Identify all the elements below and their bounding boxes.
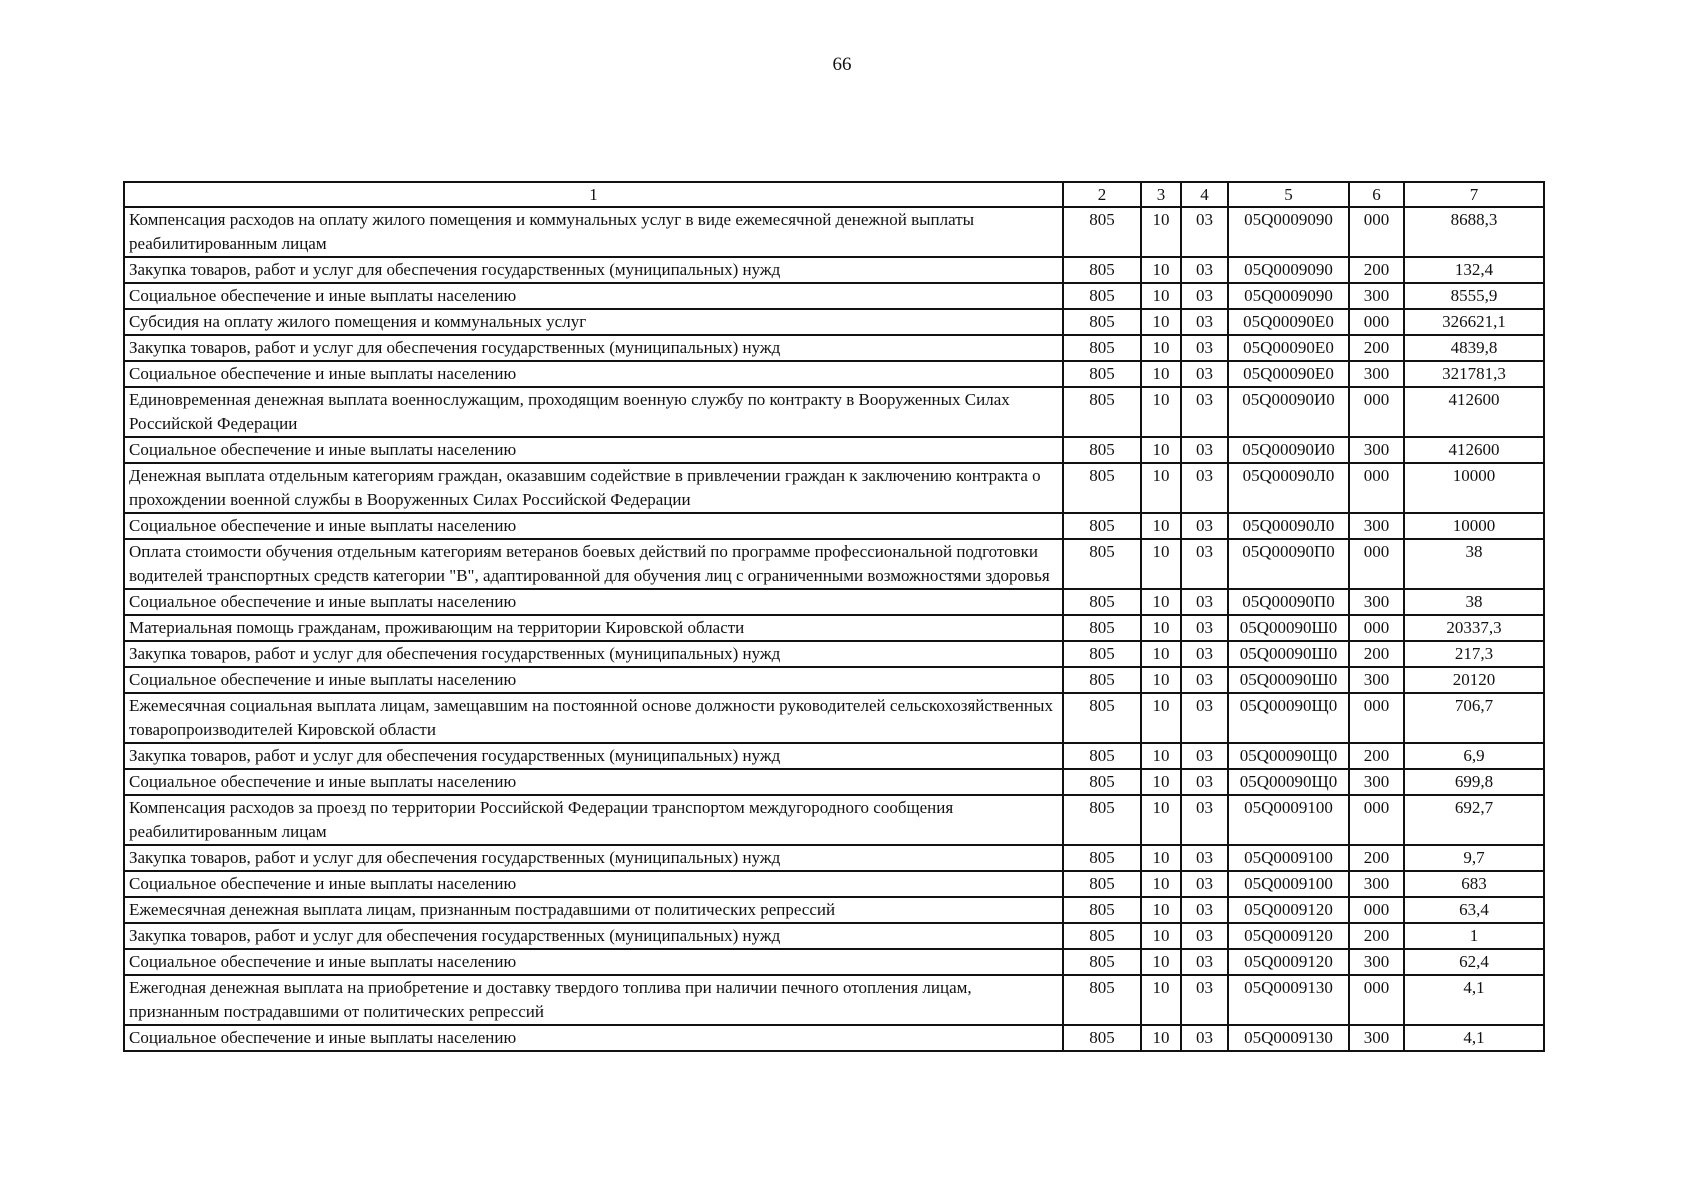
row-ministry-code: 805	[1063, 769, 1141, 795]
row-name: Закупка товаров, работ и услуг для обеспечения государственных (муниципальных) нужд	[124, 335, 1063, 361]
row-ministry-code: 805	[1063, 615, 1141, 641]
row-expense-type: 200	[1349, 845, 1404, 871]
row-subsection-code: 03	[1181, 283, 1228, 309]
row-expense-type: 300	[1349, 589, 1404, 615]
row-target-article: 05Q0009100	[1228, 871, 1349, 897]
row-ministry-code: 805	[1063, 795, 1141, 845]
row-subsection-code: 03	[1181, 589, 1228, 615]
row-name: Социальное обеспечение и иные выплаты населению	[124, 871, 1063, 897]
row-name: Оплата стоимости обучения отдельным категориям ветеранов боевых действий по программе профессиональной подготовки водителей транспортных средств категории "B", адаптированной для обучения лиц с ограниченными возможностями здоровья	[124, 539, 1063, 589]
row-expense-type: 200	[1349, 641, 1404, 667]
row-subsection-code: 03	[1181, 309, 1228, 335]
row-target-article: 05Q0009090	[1228, 207, 1349, 257]
row-name: Социальное обеспечение и иные выплаты населению	[124, 667, 1063, 693]
row-name: Единовременная денежная выплата военнослужащим, проходящим военную службу по контракту в Вооруженных Силах Российской Федерации	[124, 387, 1063, 437]
row-section-code: 10	[1141, 897, 1181, 923]
row-target-article: 05Q00090Ш0	[1228, 615, 1349, 641]
row-target-article: 05Q00090Щ0	[1228, 693, 1349, 743]
row-amount: 9,7	[1404, 845, 1544, 871]
row-name: Социальное обеспечение и иные выплаты населению	[124, 769, 1063, 795]
row-name: Социальное обеспечение и иные выплаты населению	[124, 1025, 1063, 1051]
row-name: Денежная выплата отдельным категориям граждан, оказавшим содействие в привлечении граждан к заключению контракта о прохождении военной службы в Вооруженных Силах Российской Федерации	[124, 463, 1063, 513]
row-subsection-code: 03	[1181, 975, 1228, 1025]
row-subsection-code: 03	[1181, 257, 1228, 283]
row-target-article: 05Q0009130	[1228, 975, 1349, 1025]
row-section-code: 10	[1141, 923, 1181, 949]
row-expense-type: 300	[1349, 437, 1404, 463]
row-ministry-code: 805	[1063, 335, 1141, 361]
row-expense-type: 000	[1349, 795, 1404, 845]
row-expense-type: 000	[1349, 615, 1404, 641]
row-section-code: 10	[1141, 387, 1181, 437]
row-name: Ежемесячная денежная выплата лицам, признанным пострадавшими от политических репрессий	[124, 897, 1063, 923]
row-target-article: 05Q0009120	[1228, 897, 1349, 923]
row-section-code: 10	[1141, 743, 1181, 769]
row-section-code: 10	[1141, 463, 1181, 513]
row-amount: 321781,3	[1404, 361, 1544, 387]
table-row	[124, 463, 1544, 513]
row-name: Социальное обеспечение и иные выплаты населению	[124, 513, 1063, 539]
row-section-code: 10	[1141, 769, 1181, 795]
table-row	[124, 949, 1544, 975]
row-name: Закупка товаров, работ и услуг для обеспечения государственных (муниципальных) нужд	[124, 923, 1063, 949]
row-ministry-code: 805	[1063, 871, 1141, 897]
row-target-article: 05Q00090E0	[1228, 361, 1349, 387]
row-expense-type: 200	[1349, 335, 1404, 361]
row-section-code: 10	[1141, 871, 1181, 897]
row-ministry-code: 805	[1063, 257, 1141, 283]
row-expense-type: 000	[1349, 207, 1404, 257]
table-row	[124, 539, 1544, 589]
row-subsection-code: 03	[1181, 795, 1228, 845]
row-subsection-code: 03	[1181, 539, 1228, 589]
budget-table	[123, 181, 1545, 1052]
row-amount: 38	[1404, 539, 1544, 589]
row-subsection-code: 03	[1181, 769, 1228, 795]
row-ministry-code: 805	[1063, 309, 1141, 335]
row-section-code: 10	[1141, 207, 1181, 257]
row-target-article: 05Q0009120	[1228, 923, 1349, 949]
row-target-article: 05Q0009100	[1228, 845, 1349, 871]
row-section-code: 10	[1141, 667, 1181, 693]
row-subsection-code: 03	[1181, 361, 1228, 387]
table-row	[124, 615, 1544, 641]
row-section-code: 10	[1141, 437, 1181, 463]
row-target-article: 05Q00090Ш0	[1228, 641, 1349, 667]
row-expense-type: 200	[1349, 743, 1404, 769]
row-section-code: 10	[1141, 513, 1181, 539]
row-section-code: 10	[1141, 589, 1181, 615]
row-amount: 692,7	[1404, 795, 1544, 845]
row-target-article: 05Q00090И0	[1228, 387, 1349, 437]
table-row	[124, 309, 1544, 335]
row-subsection-code: 03	[1181, 871, 1228, 897]
row-amount: 412600	[1404, 387, 1544, 437]
row-ministry-code: 805	[1063, 387, 1141, 437]
row-amount: 20337,3	[1404, 615, 1544, 641]
row-target-article: 05Q00090П0	[1228, 539, 1349, 589]
row-name: Закупка товаров, работ и услуг для обеспечения государственных (муниципальных) нужд	[124, 743, 1063, 769]
row-expense-type: 200	[1349, 923, 1404, 949]
table-row	[124, 743, 1544, 769]
row-ministry-code: 805	[1063, 641, 1141, 667]
row-name: Социальное обеспечение и иные выплаты населению	[124, 361, 1063, 387]
row-subsection-code: 03	[1181, 693, 1228, 743]
row-section-code: 10	[1141, 283, 1181, 309]
row-expense-type: 300	[1349, 667, 1404, 693]
row-section-code: 10	[1141, 975, 1181, 1025]
row-target-article: 05Q00090E0	[1228, 309, 1349, 335]
table-row	[124, 1025, 1544, 1051]
table-row	[124, 361, 1544, 387]
row-subsection-code: 03	[1181, 641, 1228, 667]
row-name: Ежегодная денежная выплата на приобретение и доставку твердого топлива при наличии печного отопления лицам, признанным пострадавшими от политических репрессий	[124, 975, 1063, 1025]
table-row	[124, 257, 1544, 283]
row-subsection-code: 03	[1181, 207, 1228, 257]
row-name: Социальное обеспечение и иные выплаты населению	[124, 437, 1063, 463]
row-subsection-code: 03	[1181, 1025, 1228, 1051]
row-ministry-code: 805	[1063, 283, 1141, 309]
row-amount: 10000	[1404, 513, 1544, 539]
row-expense-type: 000	[1349, 897, 1404, 923]
row-section-code: 10	[1141, 949, 1181, 975]
table-row	[124, 975, 1544, 1025]
row-amount: 6,9	[1404, 743, 1544, 769]
row-expense-type: 300	[1349, 871, 1404, 897]
table-row	[124, 923, 1544, 949]
row-target-article: 05Q0009130	[1228, 1025, 1349, 1051]
row-ministry-code: 805	[1063, 845, 1141, 871]
row-amount: 4,1	[1404, 975, 1544, 1025]
row-amount: 4,1	[1404, 1025, 1544, 1051]
row-ministry-code: 805	[1063, 743, 1141, 769]
row-ministry-code: 805	[1063, 923, 1141, 949]
row-subsection-code: 03	[1181, 949, 1228, 975]
row-name: Субсидия на оплату жилого помещения и коммунальных услуг	[124, 309, 1063, 335]
row-expense-type: 000	[1349, 539, 1404, 589]
row-subsection-code: 03	[1181, 513, 1228, 539]
row-name: Материальная помощь гражданам, проживающим на территории Кировской области	[124, 615, 1063, 641]
row-ministry-code: 805	[1063, 667, 1141, 693]
header-row	[124, 182, 1544, 207]
row-ministry-code: 805	[1063, 897, 1141, 923]
column-header: 6	[1349, 182, 1404, 207]
row-section-code: 10	[1141, 361, 1181, 387]
row-expense-type: 300	[1349, 513, 1404, 539]
row-amount: 683	[1404, 871, 1544, 897]
row-expense-type: 300	[1349, 949, 1404, 975]
row-amount: 132,4	[1404, 257, 1544, 283]
row-name: Закупка товаров, работ и услуг для обеспечения государственных (муниципальных) нужд	[124, 257, 1063, 283]
row-expense-type: 000	[1349, 309, 1404, 335]
row-target-article: 05Q00090Щ0	[1228, 743, 1349, 769]
row-amount: 38	[1404, 589, 1544, 615]
row-amount: 10000	[1404, 463, 1544, 513]
row-subsection-code: 03	[1181, 897, 1228, 923]
table-row	[124, 437, 1544, 463]
table-row	[124, 335, 1544, 361]
row-expense-type: 000	[1349, 975, 1404, 1025]
table-row	[124, 589, 1544, 615]
row-target-article: 05Q0009120	[1228, 949, 1349, 975]
row-amount: 699,8	[1404, 769, 1544, 795]
row-name: Социальное обеспечение и иные выплаты населению	[124, 589, 1063, 615]
row-subsection-code: 03	[1181, 437, 1228, 463]
row-section-code: 10	[1141, 693, 1181, 743]
row-target-article: 05Q00090Щ0	[1228, 769, 1349, 795]
column-header: 4	[1181, 182, 1228, 207]
row-section-code: 10	[1141, 1025, 1181, 1051]
row-expense-type: 300	[1349, 283, 1404, 309]
row-amount: 62,4	[1404, 949, 1544, 975]
row-subsection-code: 03	[1181, 743, 1228, 769]
table-row	[124, 693, 1544, 743]
row-expense-type: 300	[1349, 361, 1404, 387]
row-name: Социальное обеспечение и иные выплаты населению	[124, 949, 1063, 975]
row-subsection-code: 03	[1181, 923, 1228, 949]
row-ministry-code: 805	[1063, 975, 1141, 1025]
row-amount: 4839,8	[1404, 335, 1544, 361]
row-target-article: 05Q0009090	[1228, 283, 1349, 309]
row-ministry-code: 805	[1063, 513, 1141, 539]
row-name: Социальное обеспечение и иные выплаты населению	[124, 283, 1063, 309]
row-ministry-code: 805	[1063, 437, 1141, 463]
row-ministry-code: 805	[1063, 949, 1141, 975]
table-row	[124, 769, 1544, 795]
row-ministry-code: 805	[1063, 361, 1141, 387]
row-section-code: 10	[1141, 335, 1181, 361]
table-row	[124, 871, 1544, 897]
row-ministry-code: 805	[1063, 1025, 1141, 1051]
row-ministry-code: 805	[1063, 207, 1141, 257]
row-amount: 63,4	[1404, 897, 1544, 923]
row-target-article: 05Q00090И0	[1228, 437, 1349, 463]
table-row	[124, 387, 1544, 437]
row-name: Закупка товаров, работ и услуг для обеспечения государственных (муниципальных) нужд	[124, 641, 1063, 667]
column-header: 5	[1228, 182, 1349, 207]
row-expense-type: 300	[1349, 769, 1404, 795]
row-target-article: 05Q0009100	[1228, 795, 1349, 845]
row-section-code: 10	[1141, 845, 1181, 871]
row-target-article: 05Q00090Л0	[1228, 463, 1349, 513]
row-section-code: 10	[1141, 795, 1181, 845]
row-section-code: 10	[1141, 615, 1181, 641]
table-row	[124, 513, 1544, 539]
page-number: 66	[832, 54, 852, 75]
table-row	[124, 667, 1544, 693]
table-body	[124, 207, 1544, 1051]
row-amount: 326621,1	[1404, 309, 1544, 335]
row-amount: 217,3	[1404, 641, 1544, 667]
column-header: 3	[1141, 182, 1181, 207]
row-amount: 8555,9	[1404, 283, 1544, 309]
column-header: 1	[124, 182, 1063, 207]
row-subsection-code: 03	[1181, 845, 1228, 871]
row-name: Компенсация расходов на оплату жилого помещения и коммунальных услуг в виде ежемесячной денежной выплаты реабилитированным лицам	[124, 207, 1063, 257]
row-target-article: 05Q00090П0	[1228, 589, 1349, 615]
row-subsection-code: 03	[1181, 667, 1228, 693]
row-subsection-code: 03	[1181, 615, 1228, 641]
row-subsection-code: 03	[1181, 463, 1228, 513]
row-target-article: 05Q00090E0	[1228, 335, 1349, 361]
row-section-code: 10	[1141, 309, 1181, 335]
row-expense-type: 000	[1349, 693, 1404, 743]
row-expense-type: 000	[1349, 463, 1404, 513]
row-name: Ежемесячная социальная выплата лицам, замещавшим на постоянной основе должности руководителей сельскохозяйственных товаропроизводителей Кировской области	[124, 693, 1063, 743]
row-amount: 412600	[1404, 437, 1544, 463]
table-row	[124, 795, 1544, 845]
table-row	[124, 845, 1544, 871]
table-row	[124, 897, 1544, 923]
row-expense-type: 000	[1349, 387, 1404, 437]
row-amount: 706,7	[1404, 693, 1544, 743]
row-target-article: 05Q00090Ш0	[1228, 667, 1349, 693]
row-expense-type: 200	[1349, 257, 1404, 283]
row-expense-type: 300	[1349, 1025, 1404, 1051]
row-ministry-code: 805	[1063, 693, 1141, 743]
row-section-code: 10	[1141, 641, 1181, 667]
row-section-code: 10	[1141, 257, 1181, 283]
row-ministry-code: 805	[1063, 589, 1141, 615]
row-target-article: 05Q0009090	[1228, 257, 1349, 283]
column-header: 7	[1404, 182, 1544, 207]
table-row	[124, 207, 1544, 257]
row-name: Закупка товаров, работ и услуг для обеспечения государственных (муниципальных) нужд	[124, 845, 1063, 871]
column-header: 2	[1063, 182, 1141, 207]
table-row	[124, 641, 1544, 667]
row-target-article: 05Q00090Л0	[1228, 513, 1349, 539]
row-amount: 20120	[1404, 667, 1544, 693]
table-row	[124, 283, 1544, 309]
row-subsection-code: 03	[1181, 335, 1228, 361]
row-name: Компенсация расходов за проезд по территории Российской Федерации транспортом междугородного сообщения реабилитированным лицам	[124, 795, 1063, 845]
row-amount: 8688,3	[1404, 207, 1544, 257]
row-section-code: 10	[1141, 539, 1181, 589]
row-ministry-code: 805	[1063, 539, 1141, 589]
row-ministry-code: 805	[1063, 463, 1141, 513]
row-subsection-code: 03	[1181, 387, 1228, 437]
row-amount: 1	[1404, 923, 1544, 949]
